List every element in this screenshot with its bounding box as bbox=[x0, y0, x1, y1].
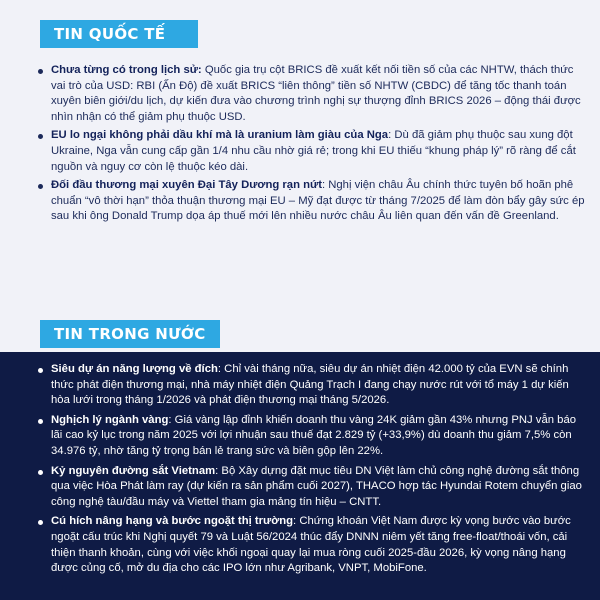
news-headline: Đối đầu thương mại xuyên Đại Tây Dương rạn nứt bbox=[51, 179, 322, 192]
news-headline: Siêu dự án năng lượng về đích bbox=[51, 363, 218, 375]
news-headline: Chưa từng có trong lịch sử: bbox=[51, 64, 202, 76]
news-headline: Kỷ nguyên đường sắt Vietnam bbox=[51, 464, 216, 477]
news-body: Quốc gia trụ cột BRICS đề xuất kết nối tiền số của các NHTW, thách thức vai trò của USD: RBI (Ấn Độ) đề xuất BRICS “liên thông” tiền số NHTW (CBDC) để tăng tốc thanh toán xuyên biên giới/du lịch, dự kiến đưa vào chương trình nghị sự thượng đỉnh BRICS 2026 – động thái được nhìn nhận có thể giảm phụ thuộc USD. bbox=[51, 64, 581, 123]
list-item bbox=[38, 178, 586, 225]
list-item bbox=[38, 63, 586, 125]
bullet-icon bbox=[38, 520, 43, 525]
news-headline: Nghịch lý ngành vàng bbox=[51, 413, 169, 426]
news-headline: EU lo ngại không phải dầu khí mà là uranium làm giàu của Nga bbox=[51, 129, 389, 142]
news-body: : Chỉ vài tháng nữa, siêu dự án nhiệt điện 42.000 tỷ của EVN sẽ chính thức phát điện thương mại, nhà máy nhiệt điện Quảng Trạch I đang chạy nước rút với tổ máy 1 dự kiến hòa lưới trong tháng 1/2026 và phát điện thương mại tháng 5/2026. bbox=[51, 363, 569, 407]
bullet-icon bbox=[38, 419, 43, 424]
bullet-icon bbox=[38, 368, 43, 373]
list-item bbox=[38, 464, 586, 511]
news-body: : Giá vàng lập đỉnh khiến doanh thu vàng 24K giảm gần 43% nhưng PNJ vẫn báo lãi cao kỷ lục trong năm 2025 với lợi nhuận sau thuế đạt 2.829 tỷ (+33,9%) dù doanh thu giảm 7,5% còn 34.976 tỷ, nhờ tăng tỷ trọng bán lẻ trang sức và biên gộp lên 22%. bbox=[51, 413, 577, 457]
bullet-icon bbox=[38, 470, 43, 475]
news-body: : Chứng khoán Việt Nam được kỳ vọng bước vào bước ngoặt cấu trúc khi Nghị quyết 79 và Luật 56/2024 thúc đẩy DNNN niêm yết tăng free-float/thoái vốn, cải thiện thanh khoản, cùng với việc khối ngoại quay lại mua ròng cuối 2025-đầu 2026, kỳ vọng nâng hạng được củng cố, mở du địa cho các IPO lớn như Agribank, VNPT, MobiFone. bbox=[51, 515, 571, 575]
domestic-title: TIN TRONG NƯỚC bbox=[40, 320, 220, 348]
international-news-list bbox=[38, 63, 586, 228]
list-item bbox=[38, 128, 586, 175]
list-item bbox=[38, 362, 586, 409]
international-title: TIN QUỐC TẾ bbox=[40, 20, 198, 48]
list-item bbox=[38, 514, 586, 576]
bullet-icon bbox=[38, 134, 43, 139]
news-body: : Nghị viện châu Âu chính thức tuyên bố hoãn phê chuẩn “vô thời hạn” thỏa thuận thương mại EU – Mỹ đạt được từ tháng 7/2025 để làm đòn bẩy gây sức ép sau khi ông Donald Trump dọa áp thuế mới lên nhiều nước châu Âu liên quan đến vấn đề Greenland. bbox=[51, 179, 585, 223]
bullet-icon bbox=[38, 69, 43, 74]
news-body: : Dù đã giảm phụ thuộc sau xung đột Ukraine, Nga vẫn cung cấp gần 1/4 nhu cầu nhờ giá rẻ; trong khi EU thiếu “khung pháp lý” rõ ràng để cắt nguồn và nguy cơ còn lệ thuộc kéo dài. bbox=[51, 129, 576, 173]
bullet-icon bbox=[38, 184, 43, 189]
news-body: : Bộ Xây dựng đặt mục tiêu DN Việt làm chủ công nghệ đường sắt thông qua việc Hòa Phát làm ray (dự kiến ra sản phẩm cuối 2027), THACO hợp tác Hyundai Rotem chuyển giao công nghệ tàu/đầu máy và Viettel tham gia mảng tín hiệu – CNTT. bbox=[51, 464, 582, 508]
domestic-news-list bbox=[38, 362, 586, 581]
news-headline: Cú hích nâng hạng và bước ngoặt thị trường bbox=[51, 515, 294, 528]
list-item bbox=[38, 413, 586, 460]
